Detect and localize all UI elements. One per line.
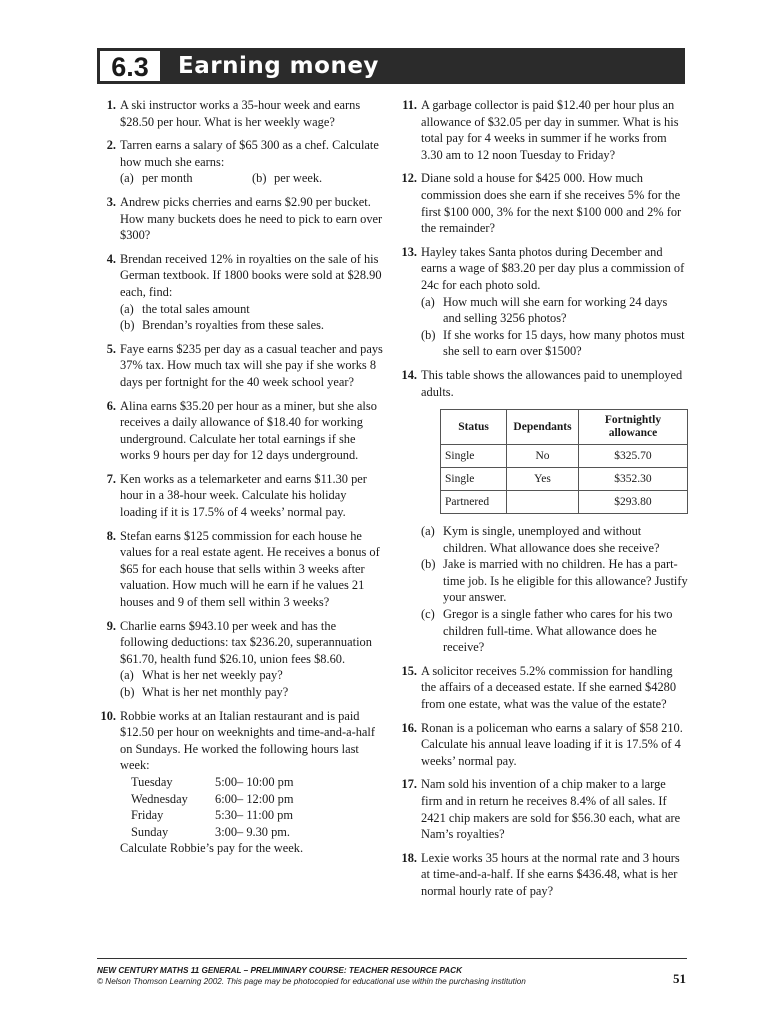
question-number: 2. [106, 138, 116, 153]
question-part [120, 684, 384, 701]
question-text: Nam sold his invention of a chip maker to a large firm and in return he receives 8.4% of all sales. If 2421 chip makers are sold for $56.30 each, what are Nam’s royalties? [421, 777, 681, 842]
footer-book-title: NEW CENTURY MATHS 11 GENERAL – PRELIMINARY COURSE: TEACHER RESOURCE PACK [97, 966, 462, 975]
table-cell: $293.80 [578, 491, 687, 514]
question-text: Faye earns $235 per day as a casual teacher and pays 37% tax. How much tax will she pay if she works 8 days per fortnight for the 40 week school year? [120, 341, 383, 389]
question-part [120, 667, 384, 684]
part-text: the total sales amount [142, 301, 250, 316]
footer-copyright: © Nelson Thomson Learning 2002. This page may be photocopied for educational use within the purchasing institution [97, 977, 526, 986]
question-number: 6. [106, 398, 116, 413]
question-number: 4. [106, 251, 116, 266]
table-header-cell: Status [441, 410, 507, 445]
question-number: 14. [401, 367, 417, 382]
part-text: How much will she earn for working 24 days and selling 3256 photos? [443, 294, 668, 326]
question-number: 9. [106, 618, 116, 633]
part-label: (b) [421, 557, 436, 572]
question-text: Ronan is a policeman who earns a salary of $58 210. Calculate his annual leave loading if it is 17.5% of 4 weeks’ normal pay. [421, 720, 683, 768]
part-label: (a) [421, 524, 435, 539]
part-label: (b) [120, 685, 135, 699]
question-text: Stefan earns $125 commission for each house he values for a real estate agent. He receives a bonus of $65 for each house that sells within 3 weeks after valuation. How much will he earn if he values 21 houses and 9 of them sell within 3 weeks? [120, 528, 380, 610]
question-12 [398, 170, 688, 236]
question-number: 12. [401, 171, 417, 186]
part-text: Gregor is a single father who cares for his two children full-time. What allowance does he receive? [443, 607, 673, 655]
question-16 [398, 720, 688, 770]
question-7 [97, 471, 384, 521]
allowance-table [440, 409, 688, 514]
question-number: 18. [401, 850, 417, 865]
question-part [421, 523, 688, 556]
part-label: (a) [120, 301, 134, 316]
question-3 [97, 194, 384, 244]
question-number: 16. [401, 720, 417, 735]
question-part [421, 606, 688, 656]
question-18 [398, 850, 688, 900]
question-5 [97, 341, 384, 391]
question-15 [398, 663, 688, 713]
question-part [421, 327, 688, 360]
question-number: 3. [106, 194, 116, 209]
part-label: (a) [421, 294, 435, 309]
question-text: This table shows the allowances paid to unemployed adults. [421, 367, 683, 399]
question-number: 1. [106, 98, 116, 112]
table-cell: Single [441, 468, 507, 491]
question-text: A ski instructor works a 35-hour week and earns $28.50 per hour. What is her weekly wage? [120, 98, 361, 129]
question-8 [97, 528, 384, 611]
table-header-row [441, 410, 688, 445]
part-label: (c) [421, 607, 435, 622]
question-text: Hayley takes Santa photos during December and earns a wage of $83.20 per day plus a commission of 24c for each photo sold. [421, 244, 685, 292]
question-13 [398, 244, 688, 360]
part-text: What is her net monthly pay? [142, 685, 289, 699]
table-row [441, 491, 688, 514]
schedule-row [131, 791, 384, 808]
footer-divider [97, 958, 687, 959]
part-text: If she works for 15 days, how many photos must she sell to earn over $1500? [443, 327, 685, 359]
question-number: 11. [402, 98, 417, 112]
table-row [441, 468, 688, 491]
question-number: 15. [401, 663, 417, 678]
table-cell: Single [441, 445, 507, 468]
part-label: (b) [421, 327, 436, 342]
question-closing: Calculate Robbie’s pay for the week. [120, 841, 304, 856]
part-label: (a) [120, 171, 134, 186]
schedule-day: Sunday [131, 824, 169, 839]
question-number: 5. [106, 341, 116, 356]
question-text: Tarren earns a salary of $65 300 as a chef. Calculate how much she earns: [120, 138, 379, 169]
question-text: Ken works as a telemarketer and earns $11.30 per hour in a 38-hour week. Calculate his holiday loading if it is 17.5% of 4 weeks’ normal pay. [120, 471, 367, 520]
question-text: Alina earns $35.20 per hour as a miner, but she also receives a daily allowance of $18.40 for working underground. Calculate her total earnings if she works 9 hours per day for 12 days underground. [120, 398, 377, 463]
question-text: Charlie earns $943.10 per week and has the following deductions: tax $236.20, superannuation $61.70, health fund $26.10, union fees $8.60. [120, 618, 372, 666]
question-part [120, 301, 384, 318]
question-number: 7. [106, 471, 116, 486]
table-cell: $352.30 [578, 468, 687, 491]
question-part [421, 294, 688, 327]
part-text: Brendan’s royalties from these sales. [142, 318, 325, 333]
question-17 [398, 776, 688, 842]
question-part [421, 556, 688, 606]
schedule-row [131, 774, 384, 791]
question-text: A solicitor receives 5.2% commission for handling the affairs of a deceased estate. If she earned $4280 from one estate, what was the value of the estate? [421, 663, 677, 712]
schedule-row [131, 807, 384, 824]
question-4 [97, 251, 384, 334]
part-text: What is her net weekly pay? [142, 668, 283, 683]
question-1 [97, 97, 384, 130]
question-number: 10. [100, 708, 116, 723]
schedule-day: Friday [131, 808, 164, 823]
part-text: Kym is single, unemployed and without children. What allowance does she receive? [443, 524, 660, 555]
section-title: Earning money [178, 53, 379, 79]
question-part [120, 170, 252, 187]
part-label: (b) [120, 318, 135, 333]
schedule-row [131, 824, 384, 841]
question-part [252, 170, 384, 187]
schedule-time: 6:00– 12:00 pm [215, 791, 294, 806]
question-text: Brendan received 12% in royalties on the sale of his German textbook. If 1800 books were sold at $28.90 each, find: [120, 251, 382, 299]
question-text: Lexie works 35 hours at the normal rate and 3 hours at time-and-a-half. If she earns $436.48, what is her normal hourly rate of pay? [421, 850, 680, 898]
table-cell: No [507, 445, 579, 468]
schedule-time: 3:00– 9.30 pm. [215, 824, 291, 839]
question-text: Robbie works at an Italian restaurant and is paid $12.50 per hour on weeknights and time-and-a-half on Sundays. He worked the following hours last week: [120, 708, 375, 773]
part-label: (a) [120, 668, 134, 683]
question-text: Diane sold a house for $425 000. How much commission does she earn if she receives 5% for the first $100 000, 3% for the next $100 000 and 2% for the remainder? [421, 171, 682, 236]
question-text: A garbage collector is paid $12.40 per hour plus an allowance of $32.05 per day in summer. What is his total pay for 4 weeks in summer if he works from 3.30 am to 12 noon Tuesday to Friday? [421, 98, 679, 162]
part-text: per week. [274, 171, 323, 186]
schedule-day: Wednesday [131, 791, 188, 806]
left-column [97, 97, 384, 864]
work-schedule [131, 774, 384, 840]
table-cell [507, 491, 579, 514]
question-11 [398, 97, 688, 163]
right-column [398, 97, 688, 907]
part-text: Jake is married with no children. He has a part-time job. Is he eligible for this allowance? Justify your answer. [443, 557, 688, 605]
part-text: per month [142, 171, 193, 186]
question-number: 8. [106, 528, 116, 543]
question-9 [97, 618, 384, 701]
question-number: 13. [401, 244, 417, 259]
question-text: Andrew picks cherries and earns $2.90 per bucket. How many buckets does he need to pick to earn over $300? [120, 194, 383, 243]
question-part [120, 317, 384, 334]
table-cell: Partnered [441, 491, 507, 514]
schedule-time: 5:00– 10:00 pm [215, 774, 294, 789]
section-number: 6.3 [99, 50, 161, 82]
question-6 [97, 398, 384, 464]
table-header-cell: Fortnightly allowance [578, 410, 687, 445]
question-10 [97, 708, 384, 857]
table-row [441, 445, 688, 468]
page-number: 51 [673, 971, 686, 986]
question-number: 17. [401, 777, 417, 792]
part-label: (b) [252, 171, 267, 186]
table-cell: $325.70 [578, 445, 687, 468]
table-cell: Yes [507, 468, 579, 491]
table-header-cell: Dependants [507, 410, 579, 445]
schedule-day: Tuesday [131, 774, 173, 789]
question-14 [398, 367, 688, 656]
question-2 [97, 137, 384, 187]
schedule-time: 5:30– 11:00 pm [215, 808, 294, 823]
